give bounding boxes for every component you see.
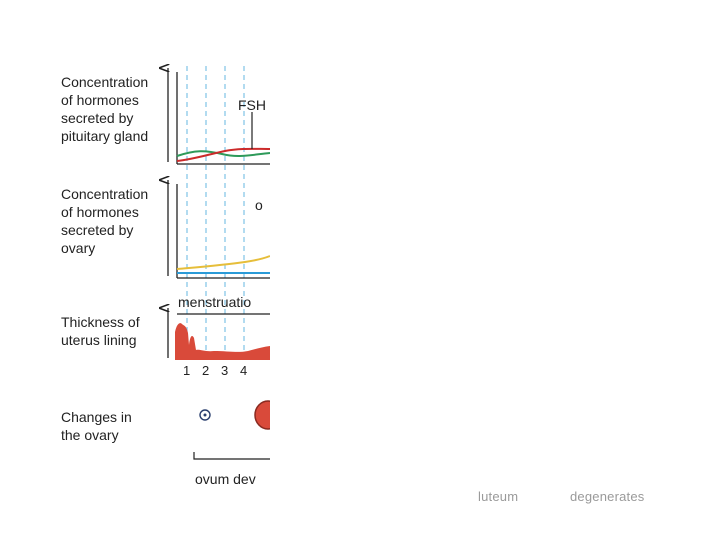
ovary-changes-panel (194, 401, 281, 487)
uterus-panel (168, 294, 270, 378)
faint-word-degenerates: degenerates (570, 489, 645, 504)
ovary-hormone-panel (168, 180, 270, 278)
fsh-label: FSH (238, 97, 266, 113)
day-tick-labels (183, 363, 247, 378)
label-line: Thickness of (61, 314, 140, 330)
day-tick-1: 1 (183, 363, 191, 378)
reveal-mask (270, 60, 720, 490)
label-line: of hormones (61, 204, 139, 220)
day-tick-2: 2 (202, 363, 210, 378)
ovum-development-label: ovum dev (195, 471, 256, 487)
faint-word-luteum: luteum (478, 489, 519, 504)
label-line: Concentration (61, 74, 149, 90)
label-line: secreted by (61, 222, 134, 238)
ovum-development-bracket (194, 452, 270, 459)
label-line: Changes in (61, 409, 132, 425)
label-line: uterus lining (61, 332, 137, 348)
label-line: ovary (61, 240, 96, 256)
label-line: Concentration (61, 186, 149, 202)
faint-footer-text (478, 489, 645, 504)
day-tick-3: 3 (221, 363, 229, 378)
label-line: pituitary gland (61, 128, 149, 144)
day-guides (187, 66, 244, 362)
pituitary-panel (168, 68, 270, 164)
label-line: of hormones (61, 92, 139, 108)
oestrogen-curve (177, 256, 270, 269)
oestrogen-label-partial: o (255, 197, 263, 213)
ovum-cell-icon (200, 410, 210, 420)
label-line: the ovary (61, 427, 119, 443)
uterus-lining-fill (175, 323, 270, 360)
day-tick-4: 4 (240, 363, 248, 378)
menstruation-label: menstruatio (178, 294, 252, 310)
label-line: secreted by (61, 110, 134, 126)
